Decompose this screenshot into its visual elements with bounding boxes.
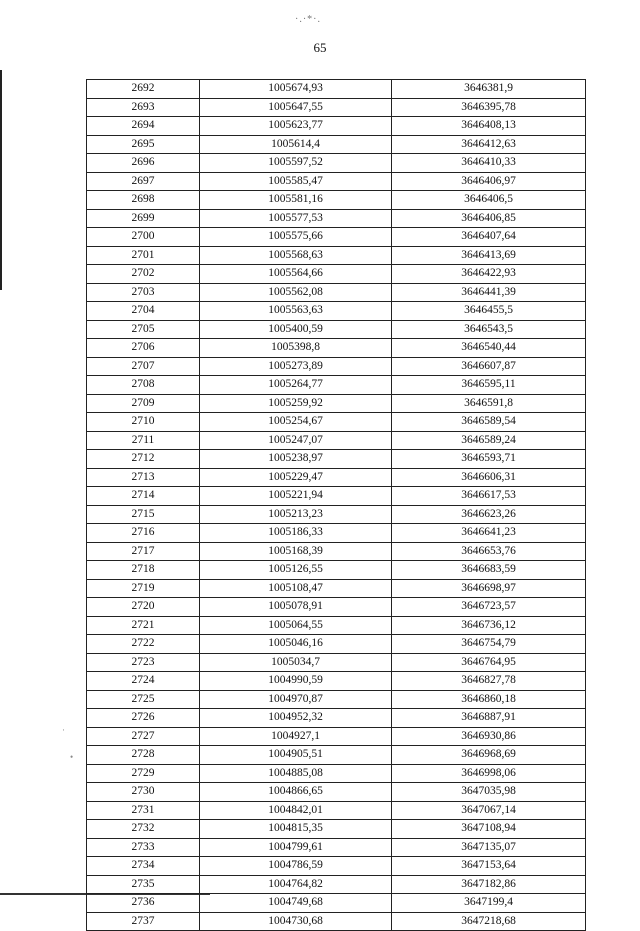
x-coordinate-cell: 1004970,87 [200, 690, 392, 709]
y-coordinate-cell: 3646595,11 [392, 376, 586, 395]
x-coordinate-cell: 1004952,32 [200, 709, 392, 728]
y-coordinate-cell: 3646406,97 [392, 172, 586, 191]
x-coordinate-cell: 1005046,16 [200, 635, 392, 654]
y-coordinate-cell: 3646641,23 [392, 524, 586, 543]
y-coordinate-cell: 3647108,94 [392, 820, 586, 839]
y-coordinate-cell: 3646653,76 [392, 542, 586, 561]
point-number-cell: 2728 [87, 746, 200, 765]
table-row [87, 690, 586, 709]
table-row [87, 579, 586, 598]
point-number-cell: 2720 [87, 598, 200, 617]
point-number-cell: 2692 [87, 80, 200, 99]
point-number-cell: 2706 [87, 339, 200, 358]
point-number-cell: 2697 [87, 172, 200, 191]
x-coordinate-cell: 1005647,55 [200, 98, 392, 117]
point-number-cell: 2725 [87, 690, 200, 709]
table-row [87, 838, 586, 857]
x-coordinate-cell: 1005034,7 [200, 653, 392, 672]
x-coordinate-cell: 1004927,1 [200, 727, 392, 746]
table-row [87, 135, 586, 154]
table-row [87, 98, 586, 117]
x-coordinate-cell: 1005064,55 [200, 616, 392, 635]
point-number-cell: 2727 [87, 727, 200, 746]
table-row [87, 487, 586, 506]
y-coordinate-cell: 3646764,95 [392, 653, 586, 672]
x-coordinate-cell: 1005577,53 [200, 209, 392, 228]
table-row [87, 672, 586, 691]
x-coordinate-cell: 1005563,63 [200, 302, 392, 321]
y-coordinate-cell: 3647153,64 [392, 857, 586, 876]
x-coordinate-cell: 1004905,51 [200, 746, 392, 765]
table-row [87, 561, 586, 580]
table-row [87, 746, 586, 765]
y-coordinate-cell: 3646412,63 [392, 135, 586, 154]
point-number-cell: 2695 [87, 135, 200, 154]
table-row [87, 320, 586, 339]
y-coordinate-cell: 3646589,24 [392, 431, 586, 450]
y-coordinate-cell: 3646827,78 [392, 672, 586, 691]
table-row [87, 357, 586, 376]
x-coordinate-cell: 1005400,59 [200, 320, 392, 339]
x-coordinate-cell: 1005398,8 [200, 339, 392, 358]
x-coordinate-cell: 1005126,55 [200, 561, 392, 580]
table-row [87, 616, 586, 635]
y-coordinate-cell: 3647035,98 [392, 783, 586, 802]
table-row [87, 653, 586, 672]
table-row [87, 820, 586, 839]
table-row [87, 413, 586, 432]
point-number-cell: 2732 [87, 820, 200, 839]
coordinates-table-body [87, 80, 586, 931]
y-coordinate-cell: 3646407,64 [392, 228, 586, 247]
x-coordinate-cell: 1004990,59 [200, 672, 392, 691]
x-coordinate-cell: 1005168,39 [200, 542, 392, 561]
scan-margin-bar [0, 70, 2, 290]
table-row [87, 635, 586, 654]
y-coordinate-cell: 3646406,85 [392, 209, 586, 228]
x-coordinate-cell: 1005568,63 [200, 246, 392, 265]
point-number-cell: 2712 [87, 450, 200, 469]
point-number-cell: 2726 [87, 709, 200, 728]
table-row [87, 764, 586, 783]
point-number-cell: 2718 [87, 561, 200, 580]
x-coordinate-cell: 1005581,16 [200, 191, 392, 210]
scan-speck: • [70, 752, 74, 762]
x-coordinate-cell: 1005213,23 [200, 505, 392, 524]
table-row [87, 505, 586, 524]
point-number-cell: 2700 [87, 228, 200, 247]
table-row [87, 801, 586, 820]
table-row [87, 727, 586, 746]
y-coordinate-cell: 3647218,68 [392, 912, 586, 931]
point-number-cell: 2714 [87, 487, 200, 506]
y-coordinate-cell: 3647182,86 [392, 875, 586, 894]
table-row [87, 339, 586, 358]
point-number-cell: 2719 [87, 579, 200, 598]
point-number-cell: 2721 [87, 616, 200, 635]
point-number-cell: 2709 [87, 394, 200, 413]
x-coordinate-cell: 1005273,89 [200, 357, 392, 376]
point-number-cell: 2701 [87, 246, 200, 265]
y-coordinate-cell: 3647067,14 [392, 801, 586, 820]
y-coordinate-cell: 3646998,06 [392, 764, 586, 783]
x-coordinate-cell: 1005585,47 [200, 172, 392, 191]
point-number-cell: 2696 [87, 154, 200, 173]
table-row [87, 246, 586, 265]
point-number-cell: 2716 [87, 524, 200, 543]
point-number-cell: 2715 [87, 505, 200, 524]
table-row [87, 376, 586, 395]
x-coordinate-cell: 1005078,91 [200, 598, 392, 617]
x-coordinate-cell: 1004786,59 [200, 857, 392, 876]
y-coordinate-cell: 3646607,87 [392, 357, 586, 376]
table-row [87, 468, 586, 487]
point-number-cell: 2699 [87, 209, 200, 228]
y-coordinate-cell: 3646395,78 [392, 98, 586, 117]
point-number-cell: 2694 [87, 117, 200, 136]
y-coordinate-cell: 3646381,9 [392, 80, 586, 99]
x-coordinate-cell: 1005108,47 [200, 579, 392, 598]
y-coordinate-cell: 3646930,86 [392, 727, 586, 746]
table-row [87, 80, 586, 99]
y-coordinate-cell: 3646887,91 [392, 709, 586, 728]
y-coordinate-cell: 3646410,33 [392, 154, 586, 173]
point-number-cell: 2730 [87, 783, 200, 802]
x-coordinate-cell: 1005614,4 [200, 135, 392, 154]
y-coordinate-cell: 3646617,53 [392, 487, 586, 506]
point-number-cell: 2731 [87, 801, 200, 820]
x-coordinate-cell: 1005575,66 [200, 228, 392, 247]
point-number-cell: 2713 [87, 468, 200, 487]
y-coordinate-cell: 3646860,18 [392, 690, 586, 709]
table-row [87, 302, 586, 321]
x-coordinate-cell: 1005259,92 [200, 394, 392, 413]
x-coordinate-cell: 1005186,33 [200, 524, 392, 543]
x-coordinate-cell: 1004866,65 [200, 783, 392, 802]
point-number-cell: 2711 [87, 431, 200, 450]
y-coordinate-cell: 3646736,12 [392, 616, 586, 635]
table-row [87, 524, 586, 543]
scan-speck: · [62, 725, 65, 735]
y-coordinate-cell: 3646723,57 [392, 598, 586, 617]
y-coordinate-cell: 3646968,69 [392, 746, 586, 765]
y-coordinate-cell: 3646606,31 [392, 468, 586, 487]
x-coordinate-cell: 1005221,94 [200, 487, 392, 506]
y-coordinate-cell: 3647199,4 [392, 894, 586, 913]
x-coordinate-cell: 1005254,67 [200, 413, 392, 432]
table-row [87, 394, 586, 413]
y-coordinate-cell: 3646408,13 [392, 117, 586, 136]
point-number-cell: 2707 [87, 357, 200, 376]
x-coordinate-cell: 1005238,97 [200, 450, 392, 469]
x-coordinate-cell: 1004815,35 [200, 820, 392, 839]
y-coordinate-cell: 3646441,39 [392, 283, 586, 302]
point-number-cell: 2724 [87, 672, 200, 691]
point-number-cell: 2717 [87, 542, 200, 561]
point-number-cell: 2734 [87, 857, 200, 876]
table-row [87, 191, 586, 210]
point-number-cell: 2710 [87, 413, 200, 432]
point-number-cell: 2733 [87, 838, 200, 857]
point-number-cell: 2704 [87, 302, 200, 321]
x-coordinate-cell: 1004764,82 [200, 875, 392, 894]
x-coordinate-cell: 1005247,07 [200, 431, 392, 450]
y-coordinate-cell: 3646540,44 [392, 339, 586, 358]
table-row [87, 542, 586, 561]
y-coordinate-cell: 3646455,5 [392, 302, 586, 321]
point-number-cell: 2722 [87, 635, 200, 654]
point-number-cell: 2735 [87, 875, 200, 894]
scan-speck-mark: ·.·*·. [295, 14, 321, 25]
table-row [87, 857, 586, 876]
y-coordinate-cell: 3646589,54 [392, 413, 586, 432]
x-coordinate-cell: 1004842,01 [200, 801, 392, 820]
x-coordinate-cell: 1005623,77 [200, 117, 392, 136]
table-row [87, 875, 586, 894]
point-number-cell: 2698 [87, 191, 200, 210]
coordinates-table [86, 79, 586, 931]
point-number-cell: 2703 [87, 283, 200, 302]
table-row [87, 709, 586, 728]
y-coordinate-cell: 3646593,71 [392, 450, 586, 469]
y-coordinate-cell: 3646698,97 [392, 579, 586, 598]
table-row [87, 283, 586, 302]
x-coordinate-cell: 1005597,52 [200, 154, 392, 173]
x-coordinate-cell: 1005562,08 [200, 283, 392, 302]
x-coordinate-cell: 1004730,68 [200, 912, 392, 931]
table-row [87, 172, 586, 191]
table-row [87, 228, 586, 247]
y-coordinate-cell: 3646754,79 [392, 635, 586, 654]
x-coordinate-cell: 1005264,77 [200, 376, 392, 395]
table-row [87, 117, 586, 136]
x-coordinate-cell: 1004749,68 [200, 894, 392, 913]
table-row [87, 450, 586, 469]
page-number: 65 [313, 40, 327, 55]
y-coordinate-cell: 3646591,8 [392, 394, 586, 413]
x-coordinate-cell: 1004799,61 [200, 838, 392, 857]
point-number-cell: 2705 [87, 320, 200, 339]
point-number-cell: 2723 [87, 653, 200, 672]
y-coordinate-cell: 3646543,5 [392, 320, 586, 339]
y-coordinate-cell: 3646623,26 [392, 505, 586, 524]
x-coordinate-cell: 1004885,08 [200, 764, 392, 783]
table-row [87, 209, 586, 228]
point-number-cell: 2702 [87, 265, 200, 284]
y-coordinate-cell: 3646406,5 [392, 191, 586, 210]
table-row [87, 265, 586, 284]
point-number-cell: 2737 [87, 912, 200, 931]
point-number-cell: 2693 [87, 98, 200, 117]
table-row [87, 912, 586, 931]
point-number-cell: 2736 [87, 894, 200, 913]
y-coordinate-cell: 3646683,59 [392, 561, 586, 580]
point-number-cell: 2708 [87, 376, 200, 395]
table-row [87, 598, 586, 617]
x-coordinate-cell: 1005229,47 [200, 468, 392, 487]
table-row [87, 431, 586, 450]
x-coordinate-cell: 1005674,93 [200, 80, 392, 99]
table-row [87, 894, 586, 913]
y-coordinate-cell: 3647135,07 [392, 838, 586, 857]
table-row [87, 154, 586, 173]
y-coordinate-cell: 3646422,93 [392, 265, 586, 284]
point-number-cell: 2729 [87, 764, 200, 783]
table-row [87, 783, 586, 802]
x-coordinate-cell: 1005564,66 [200, 265, 392, 284]
y-coordinate-cell: 3646413,69 [392, 246, 586, 265]
